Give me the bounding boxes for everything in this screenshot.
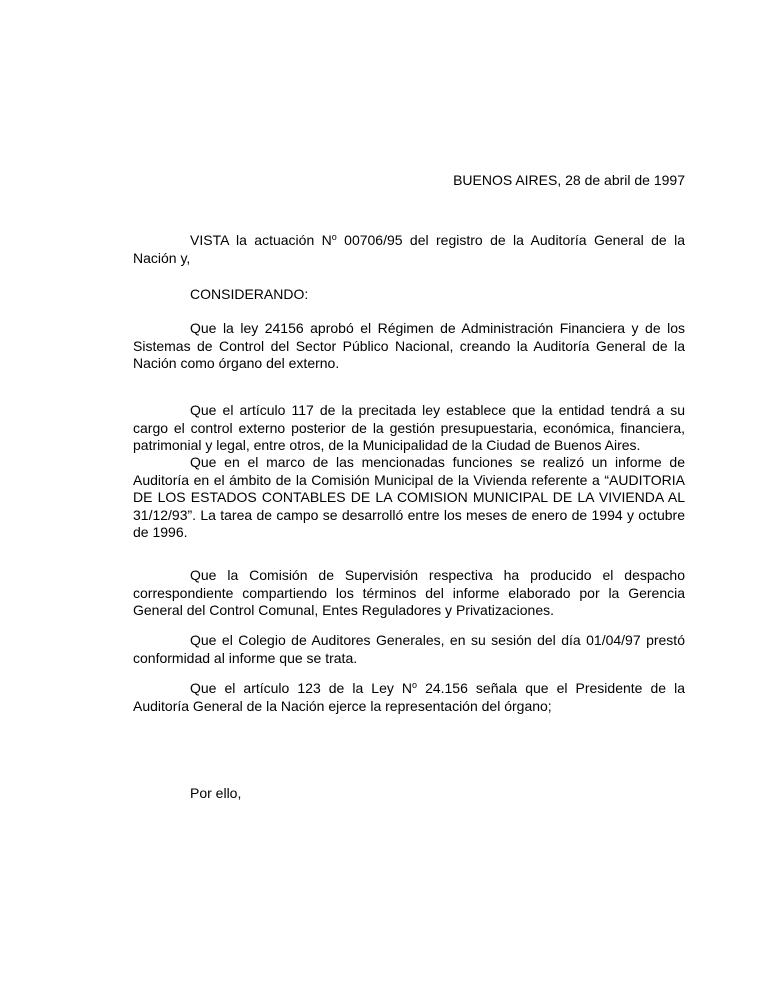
paragraph-articulo-117: Que el artículo 117 de la precitada ley establece que la entidad tendrá a su cargo el control externo posterior de la gestión presupuestaria, económica, financiera, patrimonial y legal, entre otros, de la Municipalidad de la Ciudad de Buenos Aires. bbox=[133, 402, 685, 453]
vista-text-rest: 00706/95 del registro de la Auditoría General de la Nación y, bbox=[133, 232, 686, 266]
articulo-text-rest: 24.156 señala que el Presidente de la Auditoría General de la Nación ejerce la representación del órgano; bbox=[133, 680, 685, 714]
paragraph-informe: Que en el marco de las mencionadas funciones se realizó un informe de Auditoría en el ámbito de la Comisión Municipal de la Vivienda referente a “AUDITORIA DE LOS ESTADOS CONTABLES DE LA COMISION MUNICIPAL DE LA VIVIENDA AL 31/12/93”. La tarea de campo se desarrolló entre los meses de enero de 1994 y octubre de 1996. bbox=[133, 454, 685, 540]
paragraph-articulo-123 bbox=[133, 680, 685, 715]
paragraph-comision: Que la Comisión de Supervisión respectiva ha producido el despacho correspondiente compartiendo los términos del informe elaborado por la Gerencia General del Control Comunal, Entes Reguladores y Privatizaciones. bbox=[133, 567, 685, 618]
ordinal-sup: o bbox=[331, 232, 337, 242]
considerando-heading: CONSIDERANDO: bbox=[190, 286, 309, 302]
vista-paragraph bbox=[133, 232, 685, 267]
vista-text: VISTA la actuación N bbox=[190, 232, 332, 248]
closing-por-ello: Por ello, bbox=[190, 785, 242, 801]
paragraph-ley-24156: Que la ley 24156 aprobó el Régimen de Administración Financiera y de los Sistemas de Control del Sector Público Nacional, creando la Auditoría General de la Nación como órgano del externo. bbox=[133, 320, 685, 371]
place-date: BUENOS AIRES, 28 de abril de 1997 bbox=[453, 172, 685, 188]
articulo-text: Que el artículo 123 de la Ley N bbox=[190, 680, 413, 696]
paragraph-colegio: Que el Colegio de Auditores Generales, en su sesión del día 01/04/97 prestó conformidad al informe que se trata. bbox=[133, 632, 685, 666]
ordinal-sup: o bbox=[412, 680, 418, 690]
